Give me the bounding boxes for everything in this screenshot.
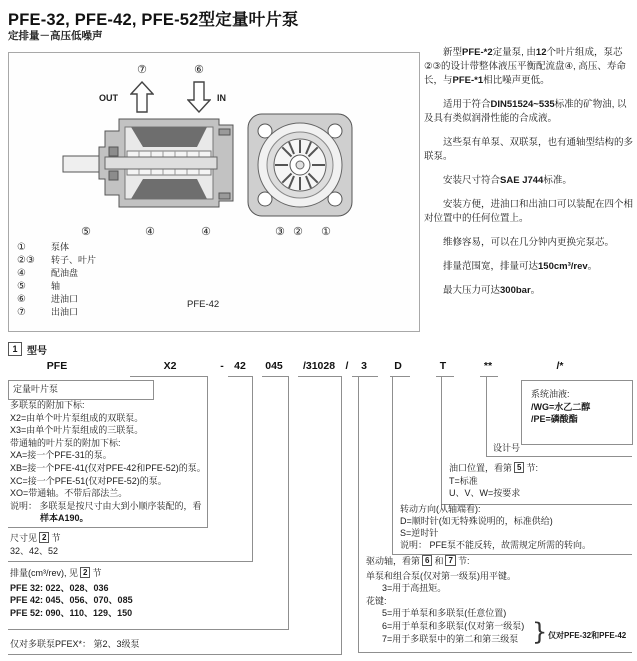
legend-label: 转子、叶片 <box>51 255 97 265</box>
connector-line <box>390 376 410 377</box>
system-fluid-lines: 系统油液: /WG=水乙二醇 /PE=磷酸酯 <box>531 389 591 425</box>
legend-row <box>17 293 96 306</box>
in-flow-label: IN <box>217 93 226 103</box>
connector-line <box>298 376 342 377</box>
connector-line <box>358 376 359 652</box>
section-title: 型号 <box>27 346 47 357</box>
legend-num: ⑥ <box>17 294 26 305</box>
pump-cross-section-drawing <box>61 109 246 221</box>
intro-paragraph: 最大压力可达300bar。 <box>443 285 541 296</box>
code-token-design: ** <box>483 360 493 372</box>
legend-label: 配油盘 <box>51 268 79 278</box>
connector-line <box>341 376 342 654</box>
legend-row <box>17 280 96 293</box>
connector-line <box>8 527 208 528</box>
intro-paragraph: 安装尺寸符合SAE J744标准。 <box>443 175 572 186</box>
legend-num: ① <box>17 242 26 253</box>
code-token-ports: T <box>439 360 447 372</box>
intro-paragraph: 安装方便，进油口和出油口可以装配在四个相对位置中的任何位置上。 <box>424 199 634 224</box>
code-token-displacement: 045 <box>265 360 283 372</box>
pump-diagram-panel <box>8 52 420 332</box>
callout-5-shaft: ⑤ <box>81 226 91 238</box>
code-token-second-stage: /31028 <box>302 360 336 372</box>
diagram-caption: PFE-42 <box>187 299 220 310</box>
section-ref-box: 5 <box>514 462 524 473</box>
page-title: PFE-32, PFE-42, PFE-52型定量叶片泵 <box>8 11 299 29</box>
connector-line <box>480 376 498 377</box>
connector-line <box>8 654 342 655</box>
callout-2-rotor: ② <box>293 226 303 238</box>
legend-row <box>17 241 96 254</box>
code-token-rotation: D <box>394 360 402 372</box>
connector-line <box>207 376 208 527</box>
callout-7-outlet: ⑦ <box>137 64 147 76</box>
connector-line <box>441 376 442 504</box>
brace-icon: } <box>532 618 548 646</box>
connector-line <box>228 376 253 377</box>
section-number-box: 1 <box>8 342 22 356</box>
connector-line <box>252 376 253 561</box>
size-note: 尺寸见 2 节 32、42、52 <box>10 533 61 556</box>
rotation-note: 转动方向(从轴端看): D=顺时针(如无特殊说明的，标准供给) S=逆时针 说明： PFE泵不能反转，故需规定所需的转向。 <box>400 504 592 550</box>
intro-column <box>424 46 635 308</box>
callout-4-port-plate-left: ④ <box>145 226 155 238</box>
diagram-legend <box>17 241 96 319</box>
intro-paragraph: 排量范围宽，排量可达150cm³/rev。 <box>443 261 598 272</box>
callout-1-body: ① <box>321 226 331 238</box>
legend-num: ⑦ <box>17 307 26 318</box>
callout-3-vanes: ③ <box>275 226 285 238</box>
connector-line <box>130 376 208 377</box>
code-token-size: 42 <box>234 360 246 372</box>
multi-pump-notes: 多联泵的附加下标: X2=由单个叶片泵组成的双联泵。 X3=由单个叶片泵组成的三联泵。 带通轴的叶片泵的附加下标: XA=接一个PFE-31的泵。 XB=接一个PFE-41(仅对PFE-42和PFE-52)的泵。 XC=接一个PFE-51(仅对PFE-52)的泵。 XO=带通轴。不带后部法兰。 说明： 多联泵是按尺寸由大到小顺序装配的，看 样本A190。 <box>10 400 206 524</box>
section-ref-box: 7 <box>445 555 455 566</box>
legend-num: ⑤ <box>17 281 26 292</box>
connector-line <box>436 376 454 377</box>
legend-label: 进油口 <box>51 294 79 304</box>
callout-6-inlet: ⑥ <box>194 64 204 76</box>
design-number-note: 设计号 <box>493 443 521 453</box>
code-token-slash: / <box>345 360 349 372</box>
legend-row <box>17 254 96 267</box>
section-ref-box: 2 <box>39 532 49 543</box>
section-ref-box: 6 <box>422 555 432 566</box>
intro-paragraph: 维修容易，可以在几分钟内更换完泵芯。 <box>443 237 615 248</box>
displacement-note: 排量(cm³/rev), 见 2 节 PFE 32: 022、028、036 PFE 42: 045、056、070、085 PFE 52: 090、110、129、150 <box>10 568 133 618</box>
code-token-pfe: PFE <box>46 360 68 372</box>
connector-line <box>358 652 632 653</box>
connector-line <box>486 376 487 456</box>
code-token-dash: - <box>220 360 224 372</box>
legend-row <box>17 267 96 280</box>
drive-shaft-restriction-note: 仅对PFE-32和PFE-42 <box>548 631 627 640</box>
code-token-x2: X2 <box>163 360 177 372</box>
port-position-note: 油口位置，看第 5 节: T=标准 U、V、W=按要求 <box>449 463 538 499</box>
pump-type-box: 定量叶片泵 <box>8 380 154 400</box>
callout-4-port-plate-right: ④ <box>201 226 211 238</box>
section-ref-box: 2 <box>80 567 90 578</box>
connector-line <box>352 376 378 377</box>
legend-label: 泵体 <box>51 242 70 252</box>
out-flow-label: OUT <box>99 93 118 103</box>
pfex-stage-note: 仅对多联泵PFEX*： 第2、3级泵 <box>10 639 140 649</box>
connector-line <box>288 376 289 629</box>
intro-paragraph: 新型PFE-*2定量泵, 由12个叶片组成，泵芯②③的设计带整体液压平衡配流盘④, 高压、寿命长，与PFE-*1相比噪声更低。 <box>424 47 626 86</box>
page-subtitle: 定排量－高压低噪声 <box>8 30 103 42</box>
legend-label: 轴 <box>51 281 61 291</box>
code-token-fluid: /* <box>556 360 564 372</box>
connector-line <box>486 456 632 457</box>
connector-line <box>8 629 289 630</box>
connector-line <box>392 376 393 554</box>
legend-row <box>17 306 96 319</box>
legend-num: ④ <box>17 268 26 279</box>
drive-shaft-note: 驱动轴，看第 6 和 7 节: 单泵和组合泵(仅对第一级泵)用平键。 3=用于高扭矩。 花键: 5=用于单泵和多联泵(任意位置) 6=用于单泵和多联泵(仅对第一级泵) 7=用于多联泵中的第二和第三级泵 <box>366 556 525 644</box>
code-token-shaft: 3 <box>361 360 367 372</box>
connector-line <box>8 561 253 562</box>
connector-line <box>262 376 289 377</box>
intro-paragraph: 适用于符合DIN51524~535标准的矿物油, 以及具有类似润滑性能的合成液。 <box>424 99 627 124</box>
system-fluid-box <box>521 380 633 445</box>
intro-paragraph: 这些泵有单泵、双联泵，也有通轴型结构的多联泵。 <box>424 137 634 162</box>
legend-label: 出油口 <box>51 307 79 317</box>
legend-num: ②③ <box>17 255 35 266</box>
pump-end-view-drawing <box>244 111 356 219</box>
